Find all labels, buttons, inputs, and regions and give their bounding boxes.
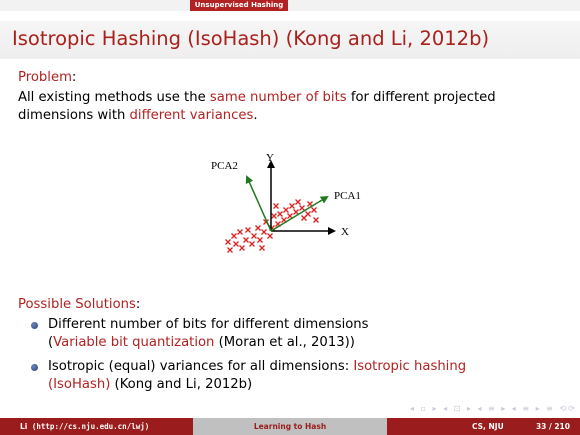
author-url[interactable]: (http://cs.nju.edu.cn/lwj) [31, 422, 150, 431]
solutions-label: Possible Solutions [18, 297, 136, 312]
footer [0, 418, 580, 435]
bullet-icon [31, 322, 38, 329]
solution-1-line1: Different number of bits for different dimensions [48, 317, 369, 332]
problem-text-3: . [253, 108, 258, 123]
footer-author [20, 418, 149, 435]
solution-1-rest: (Moran et al., 2013)) [214, 335, 355, 350]
y-axis-label: Y [266, 152, 274, 164]
problem-heading: Problem: [18, 70, 77, 85]
page-number: 33 / 210 [535, 422, 570, 431]
problem-label: Problem [18, 70, 72, 85]
scatter-points [226, 200, 319, 253]
solution-1-open: ( [48, 335, 54, 350]
footer-institution: CS, NJU [472, 422, 504, 431]
problem-highlight-1: same number of bits [209, 90, 347, 105]
section-tab[interactable]: Unsupervised Hashing [190, 0, 288, 11]
solution-2-highlight: Isotropic hashing [353, 359, 467, 374]
bullet-icon [31, 364, 38, 371]
problem-text-1: All existing methods use the [18, 90, 210, 105]
solution-2-rest: (Kong and Li, 2012b) [110, 377, 253, 392]
problem-text-2: for different projected dimensions with [18, 90, 496, 123]
top-bar [0, 0, 580, 11]
list-item [30, 358, 560, 394]
solutions-list [30, 316, 560, 400]
solution-2-highlight-2: (IsoHash) [48, 377, 111, 392]
solutions-heading: Possible Solutions: [18, 297, 141, 312]
x-axis-label: X [341, 226, 349, 238]
beamer-nav-icons[interactable]: ◂ ▫ ▸ ◂ ⊡ ▸ ◂ ≡ ▸ ◂ ≡ ▸ ≡ ⟲⟳ [410, 404, 577, 413]
problem-text [18, 89, 568, 125]
problem-highlight-2: different variances [129, 108, 254, 123]
list-item [30, 316, 560, 352]
author-name: Li [20, 422, 28, 431]
solution-2-prefix: Isotropic (equal) variances for all dimensions: [48, 359, 354, 374]
footer-institution-segment [387, 418, 580, 435]
footer-title-segment [193, 418, 387, 435]
solution-1-highlight: Variable bit quantization [53, 335, 215, 350]
pca2-arrow [247, 177, 271, 231]
footer-title: Learning to Hash [253, 422, 327, 431]
pca1-label: PCA1 [334, 190, 361, 202]
pca-diagram [200, 144, 380, 269]
footer-author-segment [0, 418, 193, 435]
frame-title: Isotropic Hashing (IsoHash) (Kong and Li, 2012b) [12, 27, 490, 50]
pca2-label: PCA2 [211, 160, 238, 172]
